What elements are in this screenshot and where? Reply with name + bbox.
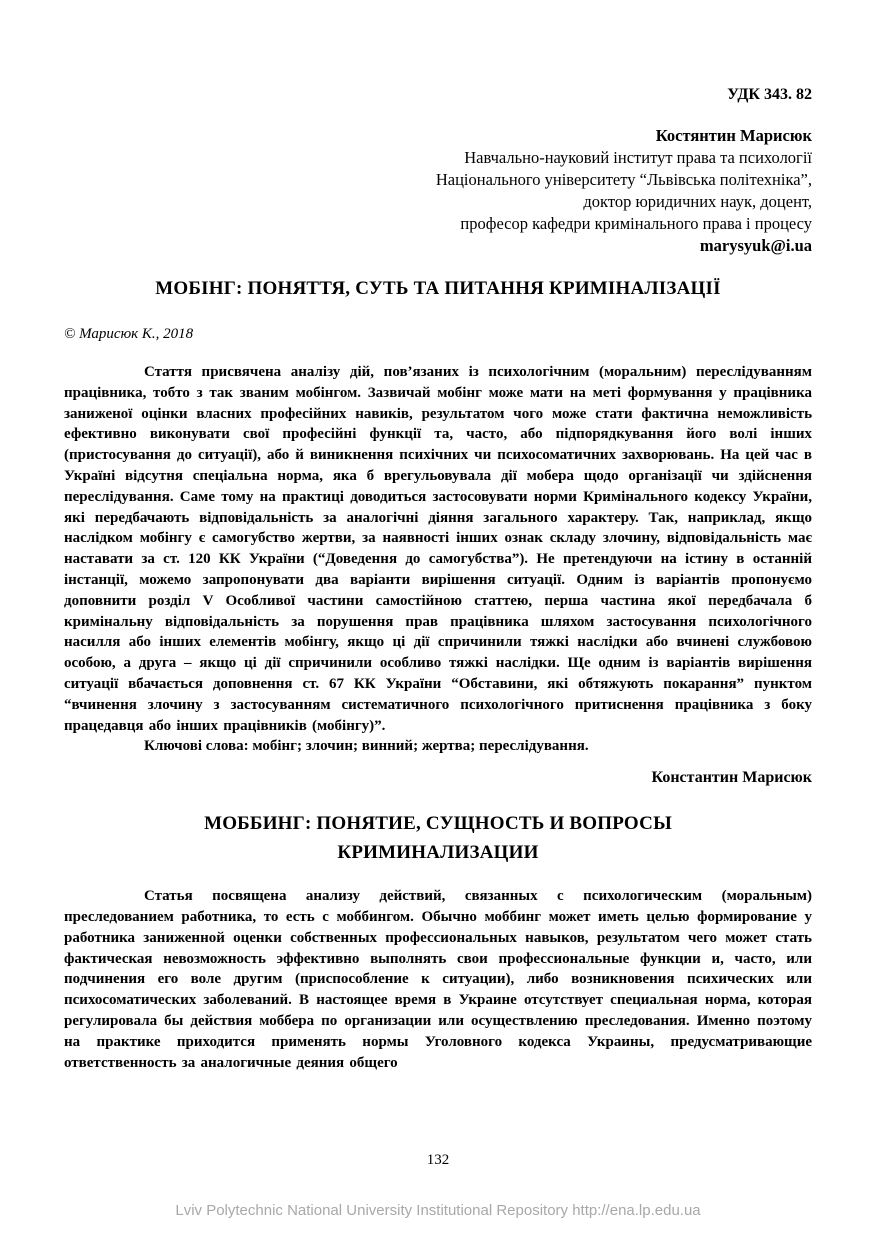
article-title-russian-line2: КРИМИНАЛИЗАЦИИ [337,842,539,864]
article-title-russian [64,809,812,867]
keywords-ukrainian: Ключові слова: мобінг; злочин; винний; жертва; переслідування. [144,738,589,755]
udc-number: УДК 343. 82 [727,86,812,103]
copyright-line: © Марисюк К., 2018 [64,326,194,342]
author-name: Костянтин Марисюк [655,126,812,145]
abstract-russian: Статья посвящена анализу действий, связанных с психологическим (моральным) преследованием работника, то есть с моббингом. Обычно моббинг может иметь целью формирование у работника заниженной оценки собственных профессиональных навыков, результатом чего может стать фактическая невозможность эффективно выполнять свои профессиональные функции и, часто, или подчинения его воле другим (приспособление к ситуации), либо возникновения психических или психосоматических заболеваний. В настоящее время в Украине отсутствует специальная норма, которая регулировала бы действия моббера по организации или осуществлению преследования. Именно поэтому на практике приходится применять нормы Уголовного кодекса Украины, предусматривающие ответственность за аналогичные деяния общего [64,888,812,1071]
abstract-ukrainian: Стаття присвячена аналізу дій, пов’язаних із психологічним (моральним) переслідуванням працівника, тобто з так званим мобінгом. Зазвичай мобінг може мати на меті формування у працівника заниженої оцінки власних професійних навиків, результатом чого може стати фактична неможливість ефективно виконувати свої професійні функції та, часто, або підпорядкування його волі інших (пристосування до ситуації), або й виникнення психічних чи психосоматичних захворювань. На цей час в Україні відсутня спеціальна норма, яка б врегульовувала дії мобера щодо організації чи здійснення переслідування. Саме тому на практиці доводиться застосовувати норми Кримінального кодексу України, які передбачають відповідальність за аналогічні діяння загального характеру. Так, наприклад, якщо наслідком мобінгу є самогубство жертви, за наявності інших ознак складу злочину, відповідальність має наставати за ст. 120 КК України (“Доведення до самогубства”). Не претендуючи на істину в останній інстанції, можемо запропонувати два варіанти вирішення ситуації. Одним із варіантів пропонуємо доповнити розділ V Особливої частини самостійною статтею, перша частина якої передбачала б кримінальну відповідальність за порушення прав працівника шляхом застосування психологічного насилля або інших елементів мобінгу, якщо ці дії спричинили тяжкі наслідки або вчинені службовою особою, а друга – якщо ці дії спричинили особливо тяжкі наслідки. Ще одним із варіантів вирішення ситуації вбачається доповнення ст. 67 КК України “Обставини, які обтяжують покарання” пунктом “вчинення злочину з застосуванням систематичного психологічного притиснення працівника з боку працедавця або інших працівників (мобінгу)”. [64,364,812,734]
affiliation-line: Навчально-науковий інститут права та психології [464,148,812,167]
article-title-ukrainian: МОБІНГ: ПОНЯТТЯ, СУТЬ ТА ПИТАННЯ КРИМІНАЛІЗАЦІЇ [155,278,721,299]
author-email: marysyuk@i.ua [699,236,812,255]
affiliation-line: доктор юридичних наук, доцент, [583,192,812,211]
article-title-russian-line1: МОББИНГ: ПОНЯТИЕ, СУЩНОСТЬ И ВОПРОСЫ [204,813,672,835]
page-number: 132 [426,1152,450,1168]
affiliation-line: професор кафедри кримінального права і процесу [460,214,812,233]
affiliation-line: Національного університету “Львівська політехніка”, [435,170,812,189]
author-name-russian: Константин Марисюк [651,769,812,787]
repository-footer: Lviv Polytechnic National University Institutional Repository http://ena.lp.edu.ua [175,1202,701,1219]
author-block [64,125,812,257]
